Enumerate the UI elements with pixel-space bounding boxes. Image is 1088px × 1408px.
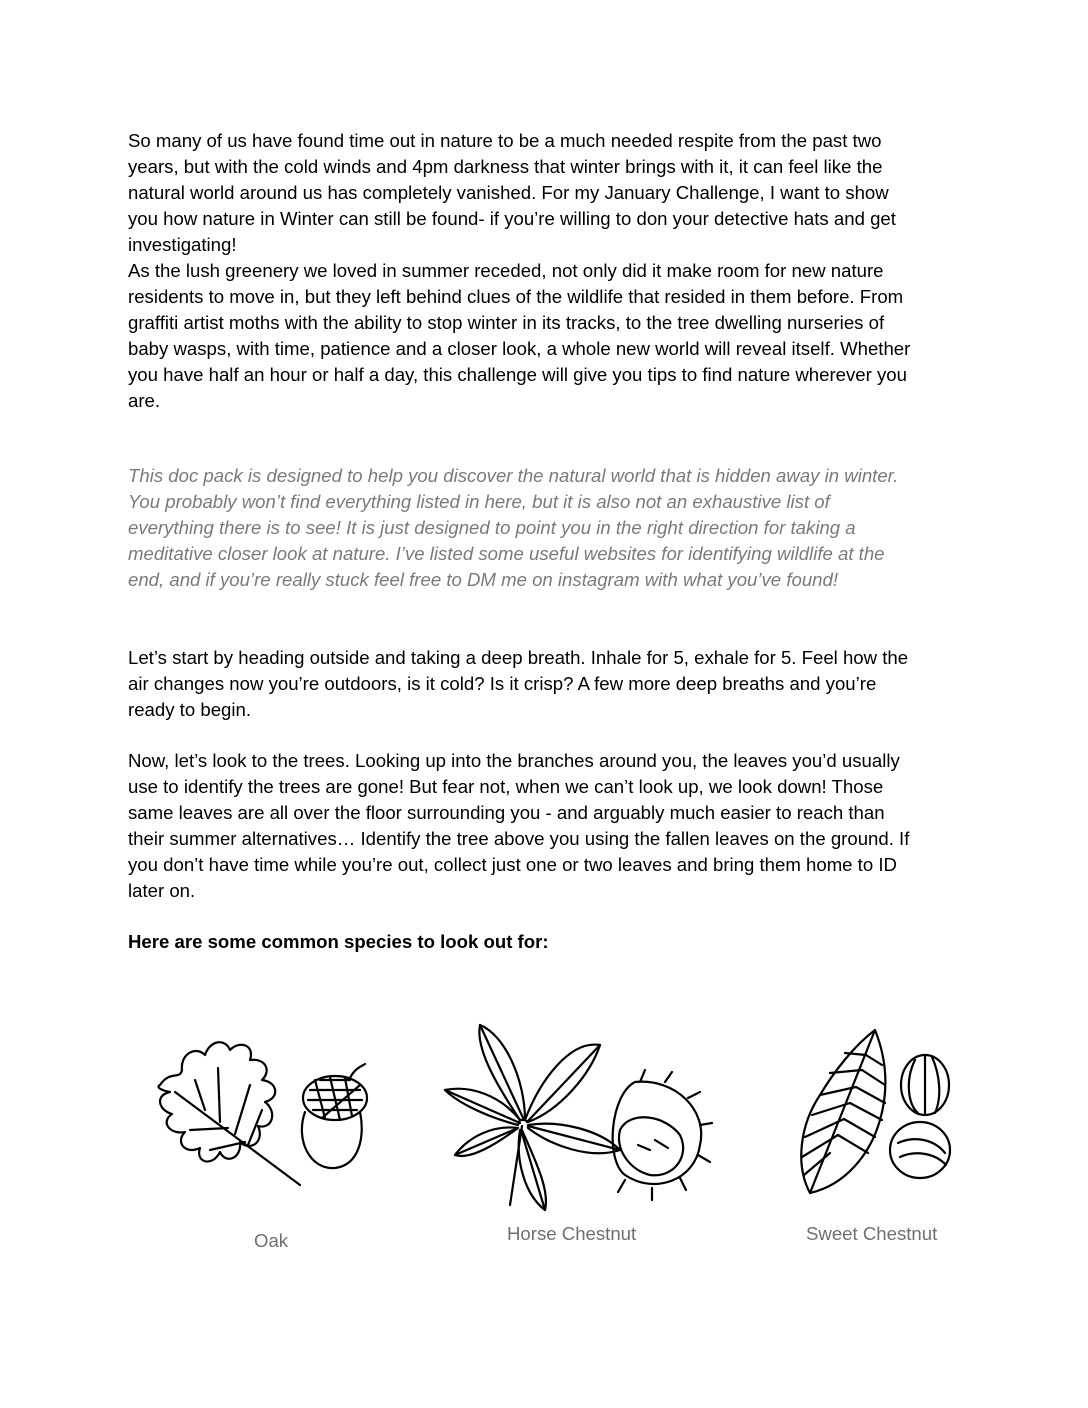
breathing-paragraph: Let’s start by heading outside and taking a deep breath. Inhale for 5, exhale for 5. Feel how the air changes now you’re outdoors, is it cold? Is it crisp? A few more deep breaths and you’re ready to begin. bbox=[128, 647, 909, 720]
trees-paragraph: Now, let’s look to the trees. Looking up into the branches around you, the leaves you’d usually use to identify the trees are gone! But fear not, when we can’t look up, we look down! Those same leaves are all over the floor surrounding you - and arguably much easier to reach than their summer alternatives… Identify the tree above you using the fallen leaves on the ground. If you don’t have time while you’re out, collect just one or two leaves and bring them home to ID later on. bbox=[128, 750, 910, 901]
horse-chestnut-icon bbox=[440, 1020, 720, 1220]
intro-paragraph: So many of us have found time out in nature to be a much needed respite from the past two years, but with the cold winds and 4pm darkness that winter brings with it, it can feel like the natural world around us has completely vanished. For my January Challenge, I want to show you how nature in Winter can still be found- if you’re willing to don your detective hats and get investigating! As the lush greenery we loved in summer receded, not only did it make room for new nature residents to move in, but they left behind clues of the wildlife that resided in them before. From graffiti artist moths with the ability to stop winter in its tracks, to the tree dwelling nurseries of baby wasps, with time, patience and a closer look, a whole new world will reveal itself. Whether you have half an hour or half a day, this challenge will give you tips to find nature wherever you are. bbox=[128, 130, 911, 411]
info-note: This doc pack is designed to help you discover the natural world that is hidden away in winter. You probably won’t find everything listed in here, but it is also not an exhaustive list of everything there is to see! It is just designed to point you in the right direction for taking a meditative closer look at nature. I’ve listed some useful websites for identifying wildlife at the end, and if you’re really stuck feel free to DM me on instagram with what you’ve found! bbox=[128, 465, 899, 590]
species-caption-horse-chestnut: Horse Chestnut bbox=[507, 1223, 637, 1244]
species-caption-oak: Oak bbox=[254, 1230, 289, 1251]
species-heading: Here are some common species to look out for: bbox=[128, 931, 549, 952]
oak-leaf-acorn-icon bbox=[150, 1030, 380, 1190]
species-caption-sweet-chestnut: Sweet Chestnut bbox=[806, 1223, 938, 1244]
sweet-chestnut-icon bbox=[790, 1025, 960, 1200]
